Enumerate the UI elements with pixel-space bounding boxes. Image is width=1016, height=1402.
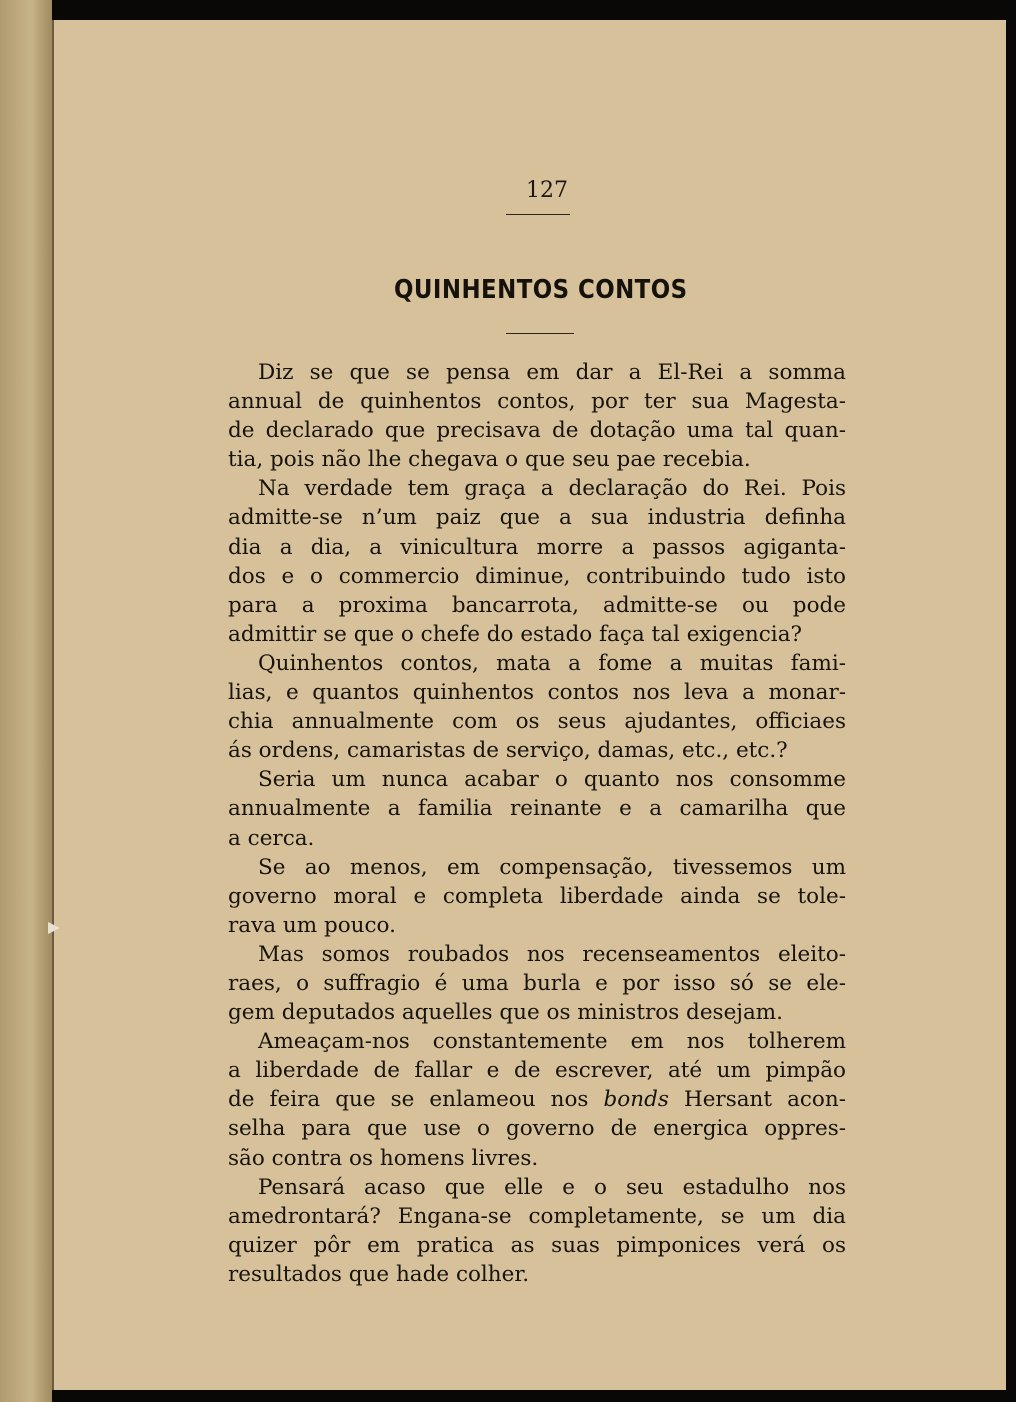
page-number-rule (506, 214, 570, 215)
text-line: a liberdade de fallar e de escrever, até um pimpão (228, 1058, 846, 1084)
text-line: a cerca. (228, 825, 315, 851)
text-line: rava um pouco. (228, 912, 396, 938)
text-segment: de feira que se enlameou nos (228, 1087, 604, 1113)
text-line: gem deputados aquelles que os ministros desejam. (228, 1000, 784, 1026)
text-line: de declarado que precisava de dotação uma tal quan- (228, 418, 846, 444)
text-line: resultados que hade colher. (228, 1261, 530, 1287)
text-line: dos e o commercio diminue, contribuindo tudo isto (228, 563, 846, 589)
facing-page-edge (0, 0, 52, 1402)
text-line: lias, e quantos quinhentos contos nos leva a monar- (228, 680, 846, 706)
text-line: amedrontará? Engana-se completamente, se um dia (228, 1203, 846, 1229)
text-line: governo moral e completa liberdade ainda se tole- (228, 883, 846, 909)
text-line: selha para que use o governo de energica oppres- (228, 1116, 846, 1142)
text-line: admittir se que o chefe do estado faça tal exigencia? (228, 621, 803, 647)
text-line: annualmente a familia reinante e a camarilha que (228, 796, 846, 822)
italic-word: bonds (603, 1087, 669, 1113)
text-line: Diz se que se pensa em dar a El-Rei a somma (258, 360, 846, 385)
text-line: tia, pois não lhe chegava o que seu pae recebia. (228, 447, 751, 473)
text-line: Quinhentos contos, mata a fome a muitas fami- (258, 650, 846, 676)
text-segment: Hersant acon- (668, 1087, 846, 1113)
page-number: 127 (526, 178, 568, 203)
text-line: Pensará acaso que elle e o seu estadulho nos (258, 1174, 846, 1200)
book-page (52, 20, 1006, 1390)
text-line: para a proxima bancarrota, admitte-se ou pode (228, 592, 846, 618)
text-line: admitte-se n’um paiz que a sua industria definha (228, 505, 846, 531)
page-tab-icon (46, 920, 62, 936)
text-line: Na verdade tem graça a declaração do Rei. Pois (258, 476, 846, 502)
text-line: Mas somos roubados nos recenseamentos eleito- (258, 941, 846, 967)
text-line: Seria um nunca acabar o quanto nos consomme (258, 767, 846, 793)
text-line: são contra os homens livres. (228, 1145, 539, 1171)
text-line: chia annualmente com os seus ajudantes, officiaes (228, 709, 846, 735)
text-line: Ameaçam-nos constantemente em nos tolherem (258, 1029, 846, 1055)
text-line: ás ordens, camaristas de serviço, damas, etc., etc.? (228, 738, 788, 764)
text-line: Se ao menos, em compensação, tivessemos um (258, 854, 846, 880)
body-text (228, 358, 846, 1289)
title-rule (506, 333, 574, 334)
text-line: raes, o suffragio é uma burla e por isso só se ele- (228, 970, 846, 996)
text-line: annual de quinhentos contos, por ter sua Magesta- (228, 389, 846, 415)
text-line: dia a dia, a vinicultura morre a passos agiganta- (228, 534, 846, 560)
text-line (228, 1085, 846, 1114)
text-line: quizer pôr em pratica as suas pimponices verá os (228, 1232, 846, 1258)
chapter-title: QUINHENTOS CONTOS (394, 275, 688, 305)
